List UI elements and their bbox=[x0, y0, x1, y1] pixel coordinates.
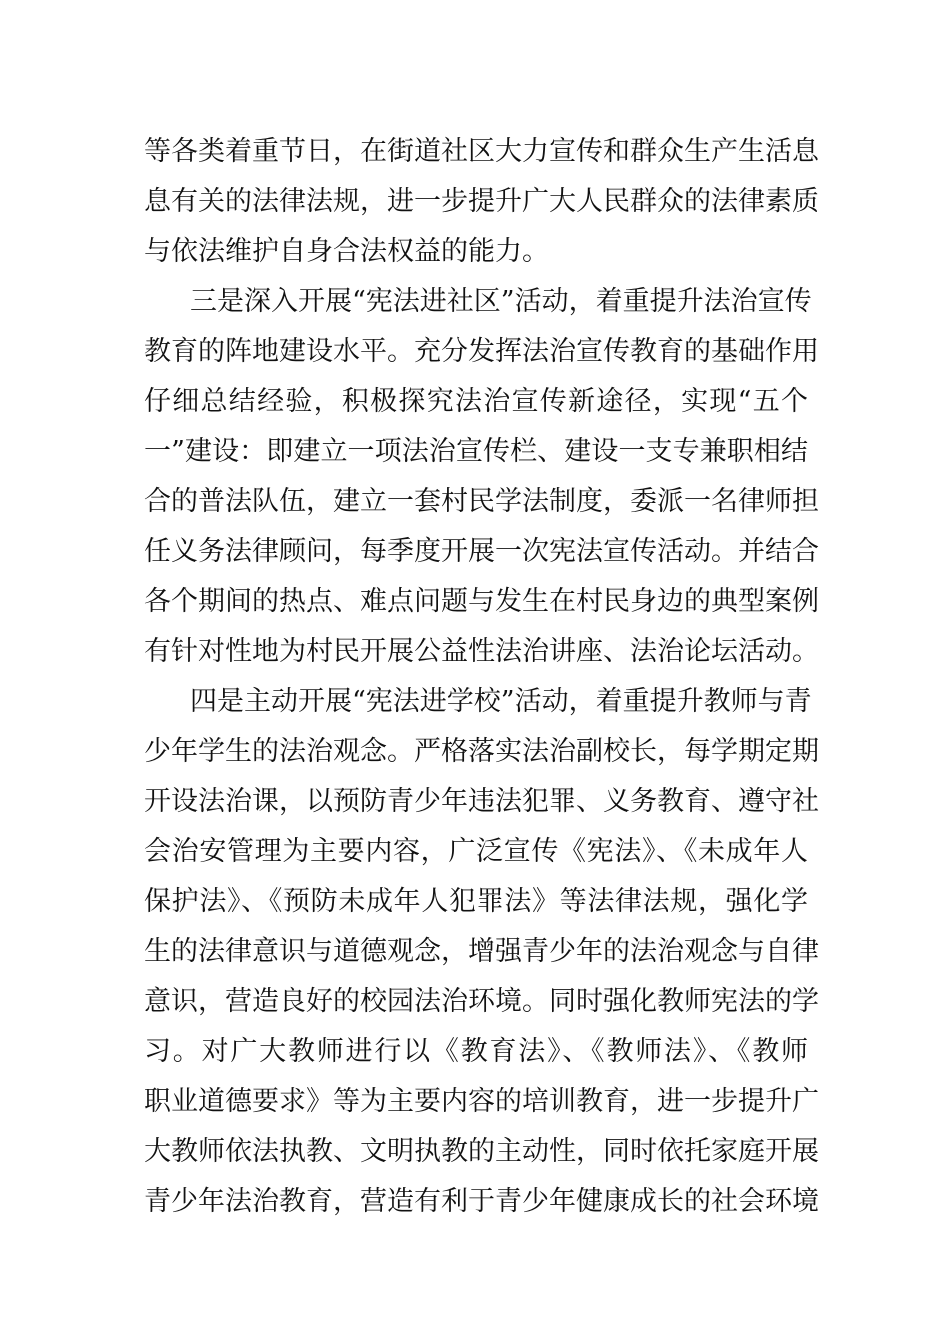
text-line: 三是深入开展“宪法进社区”活动，着重提升法治宣传 bbox=[190, 286, 812, 317]
text-line: 合的普法队伍，建立一套村民学法制度，委派一名律师担 bbox=[144, 486, 819, 517]
text-line: 大教师依法执教、文明执教的主动性，同时依托家庭开展 bbox=[144, 1136, 819, 1167]
text-line: 任义务法律顾问，每季度开展一次宪法宣传活动。并结合 bbox=[144, 536, 819, 567]
text-line: 等各类着重节日，在街道社区大力宣传和群众生产生活息 bbox=[144, 136, 819, 167]
text-line: 开设法治课，以预防青少年违法犯罪、义务教育、遵守社 bbox=[144, 786, 819, 817]
text-line: 有针对性地为村民开展公益性法治讲座、法治论坛活动。 bbox=[144, 636, 819, 667]
text-line: 习。对广大教师进行以《教育法》、《教师法》、《教师 bbox=[144, 1036, 808, 1067]
text-line: 保护法》、《预防未成年人犯罪法》等法律法规，强化学 bbox=[144, 886, 808, 917]
text-line: 青少年法治教育，营造有利于青少年健康成长的社会环境 bbox=[144, 1186, 819, 1217]
text-line: 各个期间的热点、难点问题与发生在村民身边的典型案例 bbox=[144, 586, 819, 617]
text-line: 息有关的法律法规，进一步提升广大人民群众的法律素质 bbox=[144, 186, 819, 217]
text-line: 四是主动开展“宪法进学校”活动，着重提升教师与青 bbox=[190, 686, 812, 717]
text-line: 一”建设：即建立一项法治宣传栏、建设一支专兼职相结 bbox=[144, 436, 808, 467]
text-line: 生的法律意识与道德观念，增强青少年的法治观念与自律 bbox=[144, 936, 819, 967]
text-line: 会治安管理为主要内容，广泛宣传《宪法》、《未成年人 bbox=[144, 836, 808, 867]
text-line: 少年学生的法治观念。严格落实法治副校长，每学期定期 bbox=[144, 736, 819, 767]
text-line: 仔细总结经验，积极探究法治宣传新途径，实现“五个 bbox=[144, 386, 808, 417]
text-line: 与依法维护自身合法权益的能力。 bbox=[144, 236, 549, 267]
text-line: 教育的阵地建设水平。充分发挥法治宣传教育的基础作用 bbox=[144, 336, 819, 367]
text-line: 意识，营造良好的校园法治环境。同时强化教师宪法的学 bbox=[144, 986, 819, 1017]
text-line: 职业道德要求》等为主要内容的培训教育，进一步提升广 bbox=[144, 1086, 819, 1117]
